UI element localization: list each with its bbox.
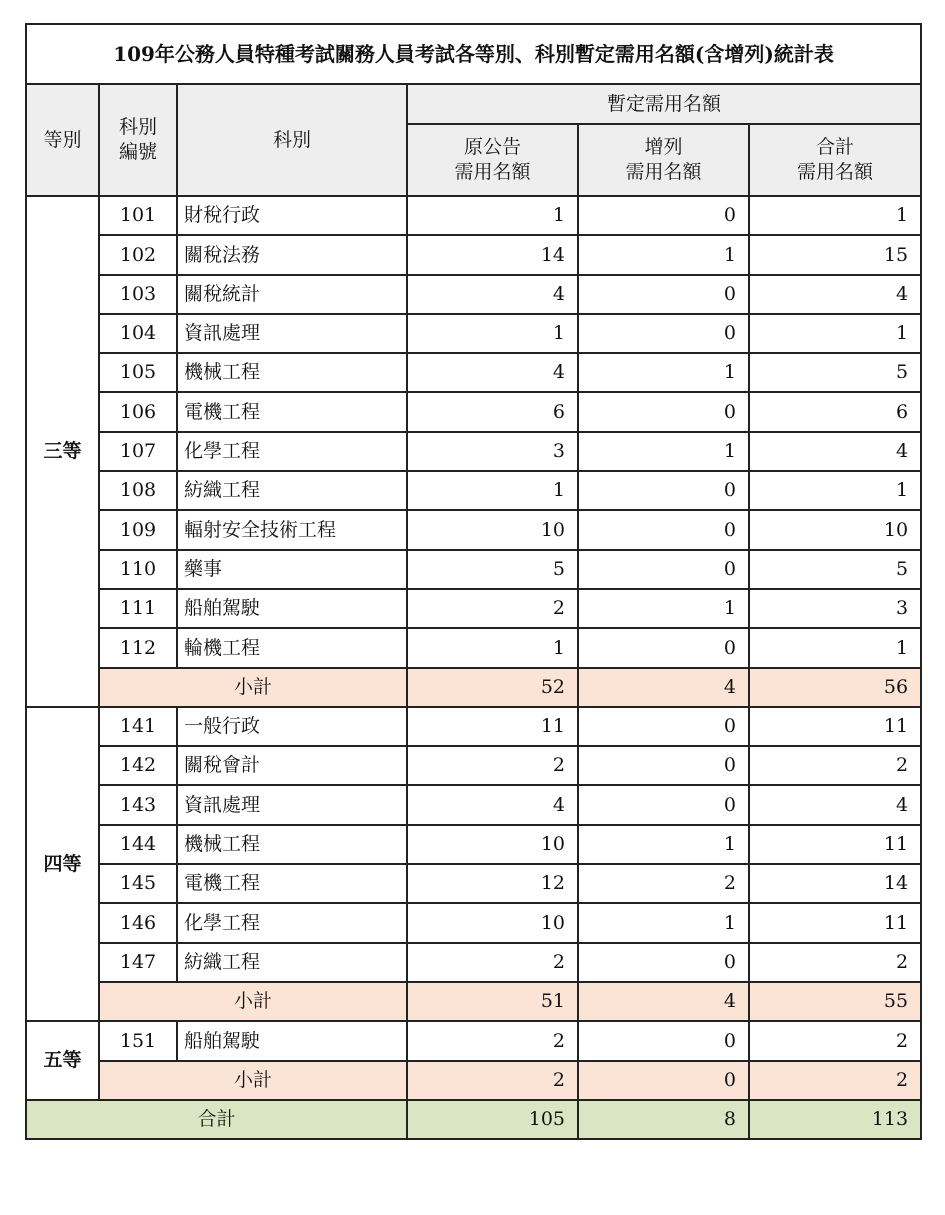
grand-total-row — [26, 1100, 921, 1139]
quota-table — [25, 23, 922, 1140]
total-quota-cell: 4 — [749, 275, 921, 314]
total-quota-cell: 1 — [749, 471, 921, 510]
table-row — [26, 550, 921, 589]
table-row — [26, 628, 921, 667]
total-quota-cell: 6 — [749, 392, 921, 431]
total-quota-cell: 5 — [749, 353, 921, 392]
original-quota-cell: 1 — [407, 471, 578, 510]
subject-code-cell: 106 — [99, 392, 177, 431]
original-quota-cell: 10 — [407, 903, 578, 942]
subject-name-cell: 電機工程 — [177, 864, 407, 903]
table-row — [26, 943, 921, 982]
header-subject: 科別 — [177, 84, 407, 196]
subject-name-cell: 船舶駕駛 — [177, 589, 407, 628]
grand-total-original: 105 — [407, 1100, 578, 1139]
added-quota-cell: 0 — [578, 1021, 749, 1060]
subtotal-total: 56 — [749, 668, 921, 707]
total-quota-cell: 2 — [749, 1021, 921, 1060]
added-quota-cell: 0 — [578, 392, 749, 431]
original-quota-cell: 1 — [407, 314, 578, 353]
total-quota-cell: 1 — [749, 196, 921, 235]
total-quota-cell: 14 — [749, 864, 921, 903]
grand-total-added: 8 — [578, 1100, 749, 1139]
subtotal-added: 0 — [578, 1061, 749, 1100]
table-row — [26, 746, 921, 785]
table-row — [26, 471, 921, 510]
subject-name-cell: 紡織工程 — [177, 943, 407, 982]
subject-name-cell: 化學工程 — [177, 903, 407, 942]
subject-name-cell: 機械工程 — [177, 825, 407, 864]
added-quota-cell: 0 — [578, 746, 749, 785]
subject-code-cell: 104 — [99, 314, 177, 353]
subtotal-label: 小計 — [99, 1061, 407, 1100]
added-quota-cell: 0 — [578, 314, 749, 353]
subject-name-cell: 輻射安全技術工程 — [177, 510, 407, 549]
subject-code-cell: 146 — [99, 903, 177, 942]
original-quota-cell: 5 — [407, 550, 578, 589]
table-row — [26, 903, 921, 942]
header-original — [407, 124, 578, 196]
subtotal-original: 2 — [407, 1061, 578, 1100]
subject-name-cell: 藥事 — [177, 550, 407, 589]
subject-code-cell: 142 — [99, 746, 177, 785]
header-code — [99, 84, 177, 196]
subject-code-cell: 141 — [99, 707, 177, 746]
table-row — [26, 864, 921, 903]
header-code-line1: 科別 — [118, 116, 157, 139]
table-row — [26, 392, 921, 431]
original-quota-cell: 6 — [407, 392, 578, 431]
subject-code-cell: 147 — [99, 943, 177, 982]
grade-cell: 四等 — [26, 707, 99, 1021]
added-quota-cell: 0 — [578, 550, 749, 589]
header-grade: 等別 — [26, 84, 99, 196]
original-quota-cell: 11 — [407, 707, 578, 746]
original-quota-cell: 4 — [407, 785, 578, 824]
grand-total-total: 113 — [749, 1100, 921, 1139]
added-quota-cell: 0 — [578, 196, 749, 235]
grand-total-label: 合計 — [26, 1100, 407, 1139]
added-quota-cell: 0 — [578, 471, 749, 510]
added-quota-cell: 2 — [578, 864, 749, 903]
original-quota-cell: 10 — [407, 825, 578, 864]
subject-code-cell: 105 — [99, 353, 177, 392]
grade-cell: 三等 — [26, 196, 99, 707]
subject-code-cell: 110 — [99, 550, 177, 589]
subtotal-label: 小計 — [99, 668, 407, 707]
total-quota-cell: 4 — [749, 432, 921, 471]
subtotal-original: 51 — [407, 982, 578, 1021]
original-quota-cell: 2 — [407, 943, 578, 982]
header-total-line1: 合計 — [816, 136, 855, 159]
subtotal-row — [26, 668, 921, 707]
added-quota-cell: 0 — [578, 510, 749, 549]
subject-name-cell: 資訊處理 — [177, 314, 407, 353]
subject-code-cell: 103 — [99, 275, 177, 314]
total-quota-cell: 4 — [749, 785, 921, 824]
original-quota-cell: 1 — [407, 628, 578, 667]
subject-code-cell: 112 — [99, 628, 177, 667]
added-quota-cell: 0 — [578, 943, 749, 982]
table-row — [26, 589, 921, 628]
header-added-line1: 增列 — [644, 136, 683, 159]
added-quota-cell: 0 — [578, 785, 749, 824]
subject-code-cell: 101 — [99, 196, 177, 235]
table-row — [26, 1021, 921, 1060]
table-row — [26, 432, 921, 471]
subject-code-cell: 151 — [99, 1021, 177, 1060]
original-quota-cell: 10 — [407, 510, 578, 549]
subject-name-cell: 資訊處理 — [177, 785, 407, 824]
original-quota-cell: 2 — [407, 589, 578, 628]
subject-name-cell: 一般行政 — [177, 707, 407, 746]
subtotal-row — [26, 982, 921, 1021]
subject-name-cell: 機械工程 — [177, 353, 407, 392]
total-quota-cell: 15 — [749, 235, 921, 274]
original-quota-cell: 3 — [407, 432, 578, 471]
subject-name-cell: 船舶駕駛 — [177, 1021, 407, 1060]
table-row — [26, 707, 921, 746]
subtotal-row — [26, 1061, 921, 1100]
table-row — [26, 275, 921, 314]
added-quota-cell: 1 — [578, 353, 749, 392]
added-quota-cell: 0 — [578, 628, 749, 667]
subject-name-cell: 財稅行政 — [177, 196, 407, 235]
header-original-line2: 需用名額 — [454, 161, 531, 183]
subtotal-original: 52 — [407, 668, 578, 707]
original-quota-cell: 2 — [407, 746, 578, 785]
subject-name-cell: 關稅統計 — [177, 275, 407, 314]
total-quota-cell: 1 — [749, 314, 921, 353]
subject-name-cell: 關稅法務 — [177, 235, 407, 274]
subject-code-cell: 102 — [99, 235, 177, 274]
subject-name-cell: 關稅會計 — [177, 746, 407, 785]
total-quota-cell: 2 — [749, 943, 921, 982]
table-row — [26, 510, 921, 549]
added-quota-cell: 0 — [578, 707, 749, 746]
table-row — [26, 785, 921, 824]
subject-code-cell: 107 — [99, 432, 177, 471]
header-added — [578, 124, 749, 196]
subtotal-total: 2 — [749, 1061, 921, 1100]
total-quota-cell: 11 — [749, 903, 921, 942]
total-quota-cell: 5 — [749, 550, 921, 589]
table-row — [26, 235, 921, 274]
subject-name-cell: 紡織工程 — [177, 471, 407, 510]
subject-name-cell: 輪機工程 — [177, 628, 407, 667]
original-quota-cell: 2 — [407, 1021, 578, 1060]
subject-name-cell: 電機工程 — [177, 392, 407, 431]
table-row — [26, 825, 921, 864]
header-total-line2: 需用名額 — [797, 161, 874, 183]
total-quota-cell: 11 — [749, 825, 921, 864]
table-row — [26, 196, 921, 235]
subject-name-cell: 化學工程 — [177, 432, 407, 471]
subject-code-cell: 111 — [99, 589, 177, 628]
table-row — [26, 353, 921, 392]
subtotal-label: 小計 — [99, 982, 407, 1021]
total-quota-cell: 11 — [749, 707, 921, 746]
original-quota-cell: 14 — [407, 235, 578, 274]
header-total — [749, 124, 921, 196]
subtotal-added: 4 — [578, 982, 749, 1021]
total-quota-cell: 10 — [749, 510, 921, 549]
added-quota-cell: 1 — [578, 235, 749, 274]
subject-code-cell: 108 — [99, 471, 177, 510]
subtotal-total: 55 — [749, 982, 921, 1021]
subject-code-cell: 109 — [99, 510, 177, 549]
header-code-line2: 編號 — [118, 141, 157, 163]
added-quota-cell: 0 — [578, 275, 749, 314]
subject-code-cell: 144 — [99, 825, 177, 864]
header-original-line1: 原公告 — [463, 136, 521, 159]
subject-code-cell: 145 — [99, 864, 177, 903]
added-quota-cell: 1 — [578, 903, 749, 942]
table-row — [26, 314, 921, 353]
total-quota-cell: 2 — [749, 746, 921, 785]
header-quota-group: 暫定需用名額 — [407, 84, 921, 124]
grade-cell: 五等 — [26, 1021, 99, 1100]
added-quota-cell: 1 — [578, 825, 749, 864]
subject-code-cell: 143 — [99, 785, 177, 824]
header-added-line2: 需用名額 — [625, 161, 702, 183]
original-quota-cell: 4 — [407, 353, 578, 392]
total-quota-cell: 3 — [749, 589, 921, 628]
total-quota-cell: 1 — [749, 628, 921, 667]
added-quota-cell: 1 — [578, 432, 749, 471]
original-quota-cell: 1 — [407, 196, 578, 235]
added-quota-cell: 1 — [578, 589, 749, 628]
original-quota-cell: 12 — [407, 864, 578, 903]
original-quota-cell: 4 — [407, 275, 578, 314]
subtotal-added: 4 — [578, 668, 749, 707]
table-title: 109年公務人員特種考試關務人員考試各等別、科別暫定需用名額(含增列)統計表 — [26, 24, 921, 84]
